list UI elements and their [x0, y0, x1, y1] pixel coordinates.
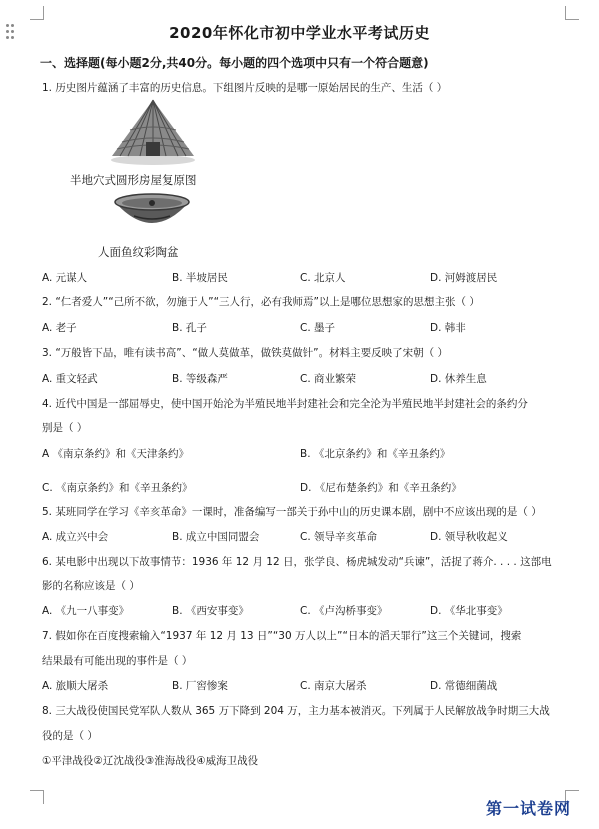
question-8-items: ①平津战役②辽沈战役③淮海战役④威海卫战役: [42, 755, 259, 767]
house-caption: 半地穴式圆形房屋复原图: [70, 173, 197, 187]
question-3-option-a[interactable]: A. 重文轻武: [42, 373, 98, 385]
question-7-stem: 7. 假如你在百度搜索输入“1937 年 12 月 13 日”“30 万人以上”“日本的滔天罪行”这三个关键词，搜索: [42, 630, 522, 642]
question-8-stem-cont: 役的是（ ）: [42, 730, 98, 742]
question-7-stem-cont: 结果最有可能出现的事件是（ ）: [42, 655, 193, 667]
painted-basin-image: [112, 192, 192, 238]
question-1-option-d[interactable]: D. 河姆渡居民: [430, 272, 498, 284]
question-7-option-b[interactable]: B. 厂窖惨案: [172, 680, 228, 692]
question-7-option-c[interactable]: C. 南京大屠杀: [300, 680, 367, 692]
site-watermark: 第一试卷网: [486, 799, 572, 818]
question-1-option-b[interactable]: B. 半坡居民: [172, 272, 228, 284]
question-3-option-c[interactable]: C. 商业繁荣: [300, 373, 357, 385]
question-2-option-a[interactable]: A. 老子: [42, 322, 77, 334]
page-corner-mark: [565, 6, 579, 20]
basin-caption: 人面鱼纹彩陶盆: [98, 245, 179, 259]
question-4-option-d[interactable]: D. 《尼布楚条约》和《辛丑条约》: [300, 482, 462, 494]
question-3-option-d[interactable]: D. 休养生息: [430, 373, 487, 385]
question-7-option-a[interactable]: A. 旅顺大屠杀: [42, 680, 109, 692]
question-5-option-b[interactable]: B. 成立中国同盟会: [172, 531, 260, 543]
question-6-option-d[interactable]: D. 《华北事变》: [430, 605, 508, 617]
question-6-option-c[interactable]: C. 《卢沟桥事变》: [300, 605, 388, 617]
question-5-stem: 5. 某班同学在学习《辛亥革命》一课时，准备编写一部关于孙中山的历史课本剧，剧中不应该出现的是（ ）: [42, 506, 542, 518]
section-heading: 一、选择题(每小题2分,共40分。每小题的四个选项中只有一个符合题意): [40, 56, 429, 70]
question-4-option-c[interactable]: C. 《南京条约》和《辛丑条约》: [42, 482, 193, 494]
question-2-stem: 2. “仁者爱人”“己所不欲，勿施于人”“三人行，必有我师焉”以上是哪位思想家的思想主张（ ）: [42, 296, 480, 308]
question-4-option-a[interactable]: A 《南京条约》和《天津条约》: [42, 448, 190, 460]
house-reconstruction-image: [108, 98, 198, 166]
page-corner-mark: [30, 6, 44, 20]
question-1-stem: 1. 历史图片蕴涵了丰富的历史信息。下组图片反映的是哪一原始居民的生产、生活（ ）: [42, 82, 448, 94]
question-7-option-d[interactable]: D. 常德细菌战: [430, 680, 498, 692]
question-5-option-c[interactable]: C. 领导辛亥革命: [300, 531, 378, 543]
question-4-option-b[interactable]: B. 《北京条约》和《辛丑条约》: [300, 448, 451, 460]
question-6-stem: 6. 某电影中出现以下故事情节：1936 年 12 月 12 日，张学良、杨虎城发动“兵谏”，活捉了蒋介. . . . 这部电: [42, 556, 552, 568]
question-5-option-a[interactable]: A. 成立兴中会: [42, 531, 109, 543]
exam-title: 2020年怀化市初中学业水平考试历史: [169, 24, 430, 42]
question-3-option-b[interactable]: B. 等级森严: [172, 373, 228, 385]
question-5-option-d[interactable]: D. 领导秋收起义: [430, 531, 508, 543]
question-8-stem: 8. 三大战役使国民党军队人数从 365 万下降到 204 万，主力基本被消灭。下列属于人民解放战争时期三大战: [42, 705, 550, 717]
question-2-option-c[interactable]: C. 墨子: [300, 322, 336, 334]
question-6-option-b[interactable]: B. 《西安事变》: [172, 605, 249, 617]
question-1-option-c[interactable]: C. 北京人: [300, 272, 346, 284]
question-1-option-a[interactable]: A. 元谋人: [42, 272, 88, 284]
question-2-option-b[interactable]: B. 孔子: [172, 322, 207, 334]
page-corner-mark: [30, 790, 44, 804]
question-6-stem-cont: 影的名称应该是（ ）: [42, 580, 140, 592]
question-6-option-a[interactable]: A. 《九一八事变》: [42, 605, 130, 617]
question-2-option-d[interactable]: D. 韩非: [430, 322, 466, 334]
question-3-stem: 3. “万般皆下品，唯有读书高”、“做人莫做革，做铁莫做针”。材料主要反映了宋朝（ ）: [42, 347, 448, 359]
question-4-stem-cont: 别是（ ）: [42, 422, 88, 434]
question-4-stem: 4. 近代中国是一部屈辱史，使中国开始沦为半殖民地半封建社会和完全沦为半殖民地半封建社会的条约分: [42, 398, 528, 410]
